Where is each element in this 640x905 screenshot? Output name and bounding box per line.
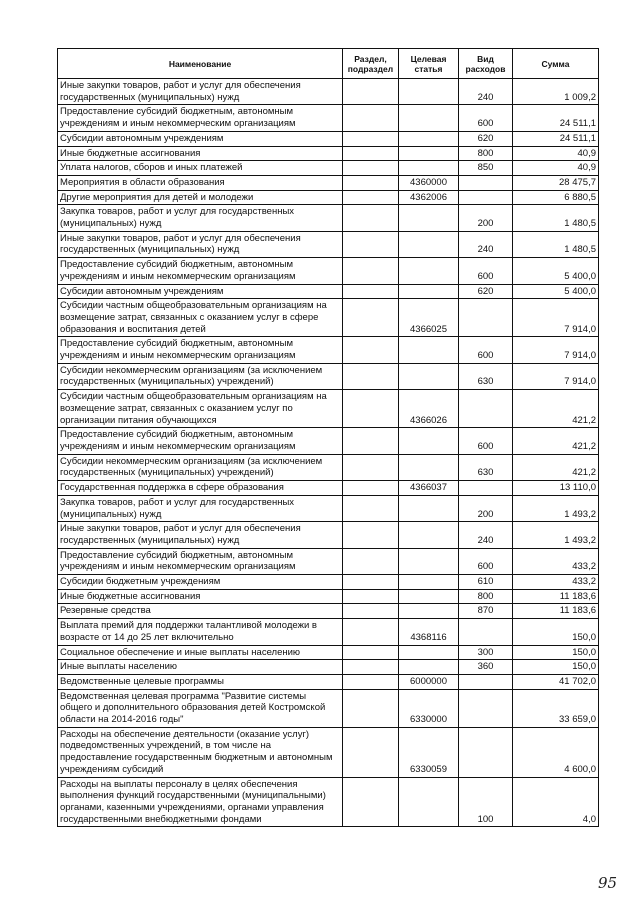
- cell-target-article: [399, 660, 459, 675]
- cell-name: Закупка товаров, работ и услуг для государственных (муниципальных) нужд: [58, 205, 343, 231]
- cell-target-article: 6330000: [399, 689, 459, 727]
- cell-name: Субсидии некоммерческим организациям (за исключением государственных (муниципальных) учреждений): [58, 363, 343, 389]
- cell-name: Иные бюджетные ассигнования: [58, 146, 343, 161]
- cell-name: Расходы на выплаты персоналу в целях обеспечения выполнения функций государственными (муниципальными) органами, казенными учреждениями, органами управления государственными внебюджетными фондами: [58, 777, 343, 827]
- table-row: [58, 161, 599, 176]
- table-row: [58, 190, 599, 205]
- cell-sum: 7 914,0: [513, 337, 599, 363]
- cell-expense-type: 200: [459, 205, 513, 231]
- cell-section: [343, 674, 399, 689]
- cell-section: [343, 575, 399, 590]
- cell-section: [343, 777, 399, 827]
- cell-sum: 40,9: [513, 146, 599, 161]
- table-row: [58, 619, 599, 645]
- cell-name: Предоставление субсидий бюджетным, автономным учреждениям и иным некоммерческим организациям: [58, 337, 343, 363]
- cell-section: [343, 548, 399, 574]
- cell-expense-type: [459, 481, 513, 496]
- cell-expense-type: [459, 390, 513, 428]
- cell-expense-type: 300: [459, 645, 513, 660]
- cell-target-article: 4368116: [399, 619, 459, 645]
- cell-expense-type: 620: [459, 284, 513, 299]
- cell-sum: 11 183,6: [513, 604, 599, 619]
- cell-section: [343, 645, 399, 660]
- cell-name: Социальное обеспечение и иные выплаты населению: [58, 645, 343, 660]
- cell-name: Иные закупки товаров, работ и услуг для обеспечения государственных (муниципальных) нужд: [58, 231, 343, 257]
- cell-target-article: [399, 131, 459, 146]
- cell-section: [343, 175, 399, 190]
- cell-expense-type: [459, 299, 513, 337]
- cell-sum: 28 475,7: [513, 175, 599, 190]
- table-row: [58, 205, 599, 231]
- cell-section: [343, 161, 399, 176]
- cell-section: [343, 495, 399, 521]
- cell-target-article: 6330059: [399, 727, 459, 777]
- cell-section: [343, 337, 399, 363]
- table-row: [58, 175, 599, 190]
- table-row: [58, 777, 599, 827]
- cell-name: Иные выплаты населению: [58, 660, 343, 675]
- cell-sum: 7 914,0: [513, 363, 599, 389]
- cell-target-article: [399, 284, 459, 299]
- cell-section: [343, 589, 399, 604]
- cell-section: [343, 604, 399, 619]
- cell-name: Резервные средства: [58, 604, 343, 619]
- cell-name: Предоставление субсидий бюджетным, автономным учреждениям и иным некоммерческим организациям: [58, 105, 343, 131]
- cell-sum: 5 400,0: [513, 258, 599, 284]
- cell-expense-type: 620: [459, 131, 513, 146]
- table-row: [58, 390, 599, 428]
- cell-name: Мероприятия в области образования: [58, 175, 343, 190]
- table-body: [58, 79, 599, 827]
- cell-target-article: [399, 231, 459, 257]
- table-row: [58, 689, 599, 727]
- cell-sum: 150,0: [513, 619, 599, 645]
- cell-target-article: [399, 79, 459, 105]
- cell-section: [343, 363, 399, 389]
- cell-expense-type: 800: [459, 589, 513, 604]
- cell-sum: 40,9: [513, 161, 599, 176]
- cell-sum: 150,0: [513, 645, 599, 660]
- cell-name: Иные бюджетные ассигнования: [58, 589, 343, 604]
- cell-section: [343, 299, 399, 337]
- table-row: [58, 131, 599, 146]
- table-row: [58, 146, 599, 161]
- cell-sum: 421,2: [513, 428, 599, 454]
- cell-name: Субсидии частным общеобразовательным организациям на возмещение затрат, связанных с оказанием услуг в сфере образования и воспитания детей: [58, 299, 343, 337]
- cell-target-article: [399, 454, 459, 480]
- cell-target-article: 4366026: [399, 390, 459, 428]
- cell-target-article: 4366037: [399, 481, 459, 496]
- cell-section: [343, 660, 399, 675]
- cell-section: [343, 689, 399, 727]
- cell-section: [343, 284, 399, 299]
- cell-expense-type: [459, 619, 513, 645]
- cell-name: Государственная поддержка в сфере образования: [58, 481, 343, 496]
- cell-target-article: 4362006: [399, 190, 459, 205]
- header-row: [58, 49, 599, 79]
- cell-name: Субсидии частным общеобразовательным организациям на возмещение затрат, связанных с оказанием услуг по организации питания обучающихся: [58, 390, 343, 428]
- cell-target-article: [399, 777, 459, 827]
- cell-target-article: [399, 161, 459, 176]
- cell-section: [343, 131, 399, 146]
- cell-sum: 1 480,5: [513, 231, 599, 257]
- cell-name: Субсидии автономным учреждениям: [58, 131, 343, 146]
- table-row: [58, 674, 599, 689]
- budget-table: [57, 48, 599, 827]
- table-row: [58, 337, 599, 363]
- cell-name: Предоставление субсидий бюджетным, автономным учреждениям и иным некоммерческим организациям: [58, 428, 343, 454]
- cell-sum: 150,0: [513, 660, 599, 675]
- cell-name: Предоставление субсидий бюджетным, автономным учреждениям и иным некоммерческим организациям: [58, 548, 343, 574]
- cell-expense-type: 600: [459, 428, 513, 454]
- cell-sum: 11 183,6: [513, 589, 599, 604]
- table-row: [58, 105, 599, 131]
- cell-sum: 6 880,5: [513, 190, 599, 205]
- table-row: [58, 284, 599, 299]
- cell-target-article: [399, 428, 459, 454]
- cell-expense-type: 870: [459, 604, 513, 619]
- cell-name: Ведомственная целевая программа "Развитие системы общего и дополнительного образования детей Костромской области на 2014-2016 годы": [58, 689, 343, 727]
- table-row: [58, 428, 599, 454]
- cell-section: [343, 428, 399, 454]
- table-row: [58, 79, 599, 105]
- table-row: [58, 660, 599, 675]
- page-number: 95: [598, 874, 618, 892]
- table-row: [58, 575, 599, 590]
- cell-expense-type: [459, 727, 513, 777]
- cell-sum: 433,2: [513, 548, 599, 574]
- cell-name: Закупка товаров, работ и услуг для государственных (муниципальных) нужд: [58, 495, 343, 521]
- table-row: [58, 727, 599, 777]
- cell-section: [343, 258, 399, 284]
- cell-name: Уплата налогов, сборов и иных платежей: [58, 161, 343, 176]
- cell-section: [343, 190, 399, 205]
- table-row: [58, 645, 599, 660]
- cell-sum: 1 493,2: [513, 495, 599, 521]
- cell-section: [343, 105, 399, 131]
- cell-expense-type: 610: [459, 575, 513, 590]
- header-section: Раздел, подраздел: [343, 49, 399, 79]
- cell-target-article: [399, 645, 459, 660]
- table-row: [58, 231, 599, 257]
- cell-expense-type: 800: [459, 146, 513, 161]
- cell-name: Иные закупки товаров, работ и услуг для обеспечения государственных (муниципальных) нужд: [58, 522, 343, 548]
- cell-target-article: [399, 337, 459, 363]
- cell-target-article: 4360000: [399, 175, 459, 190]
- table-row: [58, 522, 599, 548]
- table-row: [58, 258, 599, 284]
- cell-sum: 7 914,0: [513, 299, 599, 337]
- cell-expense-type: 240: [459, 522, 513, 548]
- cell-section: [343, 619, 399, 645]
- cell-expense-type: 240: [459, 79, 513, 105]
- cell-sum: 421,2: [513, 454, 599, 480]
- cell-sum: 24 511,1: [513, 131, 599, 146]
- cell-sum: 24 511,1: [513, 105, 599, 131]
- cell-sum: 421,2: [513, 390, 599, 428]
- header-sum: Сумма: [513, 49, 599, 79]
- cell-target-article: [399, 522, 459, 548]
- cell-sum: 5 400,0: [513, 284, 599, 299]
- cell-target-article: [399, 548, 459, 574]
- cell-sum: 1 493,2: [513, 522, 599, 548]
- table-row: [58, 299, 599, 337]
- cell-target-article: [399, 575, 459, 590]
- cell-expense-type: [459, 674, 513, 689]
- cell-section: [343, 390, 399, 428]
- table-row: [58, 589, 599, 604]
- cell-section: [343, 205, 399, 231]
- cell-target-article: [399, 258, 459, 284]
- cell-target-article: [399, 205, 459, 231]
- table-row: [58, 454, 599, 480]
- cell-target-article: [399, 495, 459, 521]
- cell-target-article: [399, 363, 459, 389]
- cell-sum: 33 659,0: [513, 689, 599, 727]
- cell-sum: 41 702,0: [513, 674, 599, 689]
- cell-expense-type: 850: [459, 161, 513, 176]
- cell-sum: 4 600,0: [513, 727, 599, 777]
- cell-section: [343, 454, 399, 480]
- cell-expense-type: [459, 689, 513, 727]
- cell-expense-type: 100: [459, 777, 513, 827]
- cell-target-article: [399, 105, 459, 131]
- cell-sum: 1 480,5: [513, 205, 599, 231]
- header-expense-type: Вид расходов: [459, 49, 513, 79]
- cell-section: [343, 79, 399, 105]
- cell-expense-type: 630: [459, 454, 513, 480]
- cell-expense-type: 200: [459, 495, 513, 521]
- cell-name: Другие мероприятия для детей и молодежи: [58, 190, 343, 205]
- cell-section: [343, 727, 399, 777]
- cell-name: Выплата премий для поддержки талантливой молодежи в возрасте от 14 до 25 лет включительно: [58, 619, 343, 645]
- cell-sum: 433,2: [513, 575, 599, 590]
- cell-name: Субсидии автономным учреждениям: [58, 284, 343, 299]
- cell-expense-type: 600: [459, 337, 513, 363]
- header-target-article: Целевая статья: [399, 49, 459, 79]
- cell-expense-type: 600: [459, 258, 513, 284]
- header-name: Наименование: [58, 49, 343, 79]
- cell-expense-type: 360: [459, 660, 513, 675]
- cell-sum: 1 009,2: [513, 79, 599, 105]
- cell-expense-type: 240: [459, 231, 513, 257]
- cell-name: Субсидии бюджетным учреждениям: [58, 575, 343, 590]
- cell-expense-type: 600: [459, 105, 513, 131]
- cell-target-article: 4366025: [399, 299, 459, 337]
- cell-expense-type: [459, 190, 513, 205]
- cell-name: Ведомственные целевые программы: [58, 674, 343, 689]
- cell-expense-type: [459, 175, 513, 190]
- cell-name: Предоставление субсидий бюджетным, автономным учреждениям и иным некоммерческим организациям: [58, 258, 343, 284]
- cell-name: Субсидии некоммерческим организациям (за исключением государственных (муниципальных) учреждений): [58, 454, 343, 480]
- table-row: [58, 495, 599, 521]
- cell-name: Иные закупки товаров, работ и услуг для обеспечения государственных (муниципальных) нужд: [58, 79, 343, 105]
- cell-target-article: [399, 146, 459, 161]
- cell-target-article: [399, 604, 459, 619]
- cell-section: [343, 231, 399, 257]
- cell-sum: 4,0: [513, 777, 599, 827]
- table-row: [58, 481, 599, 496]
- table-header: [58, 49, 599, 79]
- table-row: [58, 548, 599, 574]
- table-row: [58, 363, 599, 389]
- cell-target-article: [399, 589, 459, 604]
- cell-section: [343, 481, 399, 496]
- cell-sum: 13 110,0: [513, 481, 599, 496]
- cell-section: [343, 522, 399, 548]
- cell-section: [343, 146, 399, 161]
- cell-expense-type: 630: [459, 363, 513, 389]
- table-row: [58, 604, 599, 619]
- cell-expense-type: 600: [459, 548, 513, 574]
- cell-name: Расходы на обеспечение деятельности (оказание услуг) подведомственных учреждений, в том числе на предоставление государственным бюджетным и автономным учреждениям субсидий: [58, 727, 343, 777]
- cell-target-article: 6000000: [399, 674, 459, 689]
